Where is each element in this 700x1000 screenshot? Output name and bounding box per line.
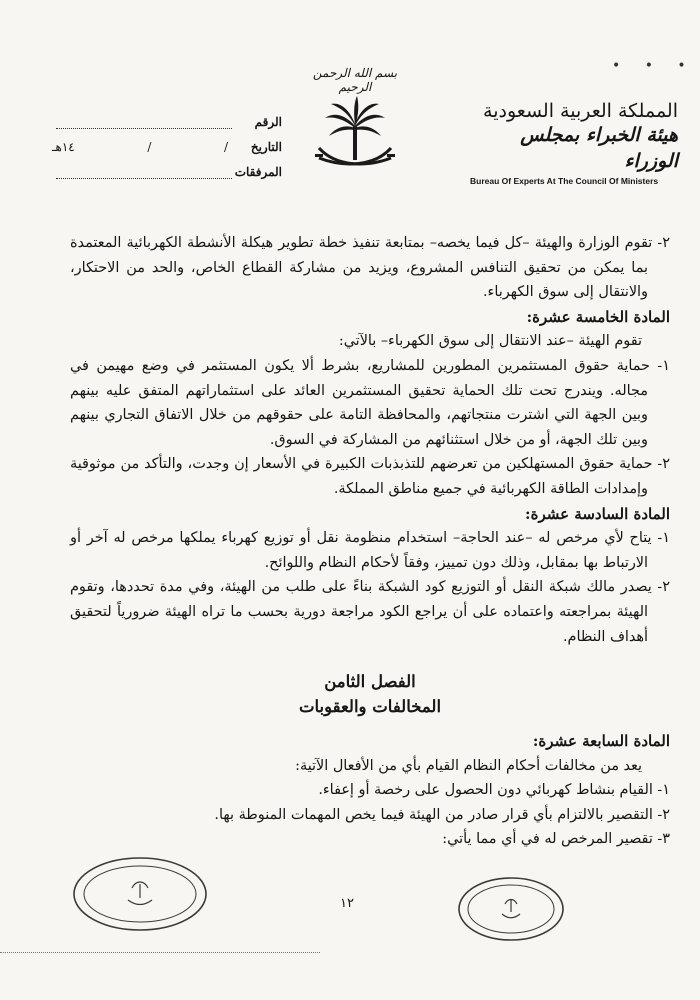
article-17-item-1: ١- القيام بنشاط كهربائي دون الحصول على رخصة أو إعفاء. [318, 782, 670, 799]
page-number: ١٢ [340, 896, 354, 911]
article-15-intro: تقوم الهيئة –عند الانتقال إلى سوق الكهرباء– بالآتي: [338, 333, 642, 350]
number-line [56, 116, 232, 129]
letterhead-org-block [468, 100, 678, 186]
letterhead-emblem-block [300, 66, 410, 176]
palm-and-swords-emblem-icon [305, 96, 405, 176]
corner-marks: • • • [612, 58, 696, 74]
basmala: بسم الله الرحمن الرحيم [312, 66, 398, 94]
document-body [70, 231, 670, 852]
official-seal-stamp-right-icon [456, 874, 566, 944]
paragraph-intro: ٢- تقوم الوزارة والهيئة –كل فيما يخصه– بمتابعة تنفيذ خطة تطوير هيكلة الأنشطة الكهربائية المعتمدة بما يمكن من تحقيق التنافس المشروع، ويزيد من مشاركة القطاع الخاص، والحد من الاحتكار، والانتقال إلى سوق الكهرباء. [70, 235, 670, 301]
bureau-name-arabic: هيئة الخبراء بمجلس الوزراء [520, 124, 678, 172]
date-year: ١٤هـ [52, 140, 75, 154]
article-17-item-3: ٣- تقصير المرخص له في أي مما يأتي: [442, 831, 670, 848]
date-sep-1: / [147, 140, 152, 154]
date-value [52, 140, 232, 154]
number-field [52, 104, 282, 129]
attachments-label: المرفقات [234, 165, 282, 179]
article-16-heading: المادة السادسة عشرة: [525, 504, 670, 523]
reference-fields [52, 104, 282, 179]
bureau-name-english: Bureau Of Experts At The Council Of Ministers [470, 176, 659, 186]
attachments-field [52, 154, 282, 179]
article-15-heading: المادة الخامسة عشرة: [526, 307, 670, 326]
date-label: التاريخ [250, 140, 282, 154]
article-16-item-2: ٢- يصدر مالك شبكة النقل أو التوزيع كود الشبكة بناءً على طلب من الهيئة، وفي مدة تحددها، وتقوم الهيئة بمراجعته واعتماده على أن يراجع الكود مراجعة دورية بحسب ما تراه الهيئة ضرورياً لتحقيق أهداف النظام. [70, 579, 670, 645]
article-15-item-2: ٢- حماية حقوق المستهلكين من تعرضهم للتذبذبات الكبيرة في الأسعار إن وجدت، والتأكد من موثوقية وإمدادات الطاقة الكهربائية في جميع مناطق المملكة. [70, 456, 670, 497]
official-seal-stamp-left-icon [70, 854, 210, 934]
number-label: الرقم [254, 115, 282, 129]
attachments-line [56, 166, 232, 179]
chapter-subtitle: المخالفات والعقوبات [298, 697, 442, 717]
chapter-heading [70, 669, 670, 719]
article-15-item-1: ١- حماية حقوق المستثمرين المطورين للمشاريع، بشرط ألا يكون المستثمر في وضع مهيمن في مجاله. ويندرج تحت تلك الحماية تحقيق المستثمرين العائد على استثماراتهم المتفق عليه بينهم وبين الجهة التي اشترت منتجاتهم، والمحافظة التامة على حقوقهم من خلال الاتفاق التجاري بينهم وبين تلك الجهة، أو من خلال استثنائهم من المشاركة في السوق. [70, 357, 670, 448]
kingdom-name: المملكة العربية السعودية [483, 100, 678, 122]
chapter-title: الفصل الثامن [324, 672, 416, 692]
date-sep-2: / [223, 140, 228, 154]
article-17-item-2: ٢- التقصير بالالتزام بأي قرار صادر من الهيئة فيما يخص المهمات المنوطة بها. [214, 806, 670, 823]
bottom-dotted-rule [0, 952, 320, 953]
date-field [52, 129, 282, 154]
article-17-heading: المادة السابعة عشرة: [532, 732, 670, 751]
article-17-intro: يعد من مخالفات أحكام النظام القيام بأي من الأفعال الآتية: [295, 757, 642, 774]
article-16-item-1: ١- يتاح لأي مرخص له –عند الحاجة– استخدام منظومة نقل أو توزيع كهرباء يملكها مرخص له آخر أو الارتباط بها بمقابل، وذلك دون تمييز، وفقاً لأحكام النظام واللوائح. [70, 530, 670, 571]
